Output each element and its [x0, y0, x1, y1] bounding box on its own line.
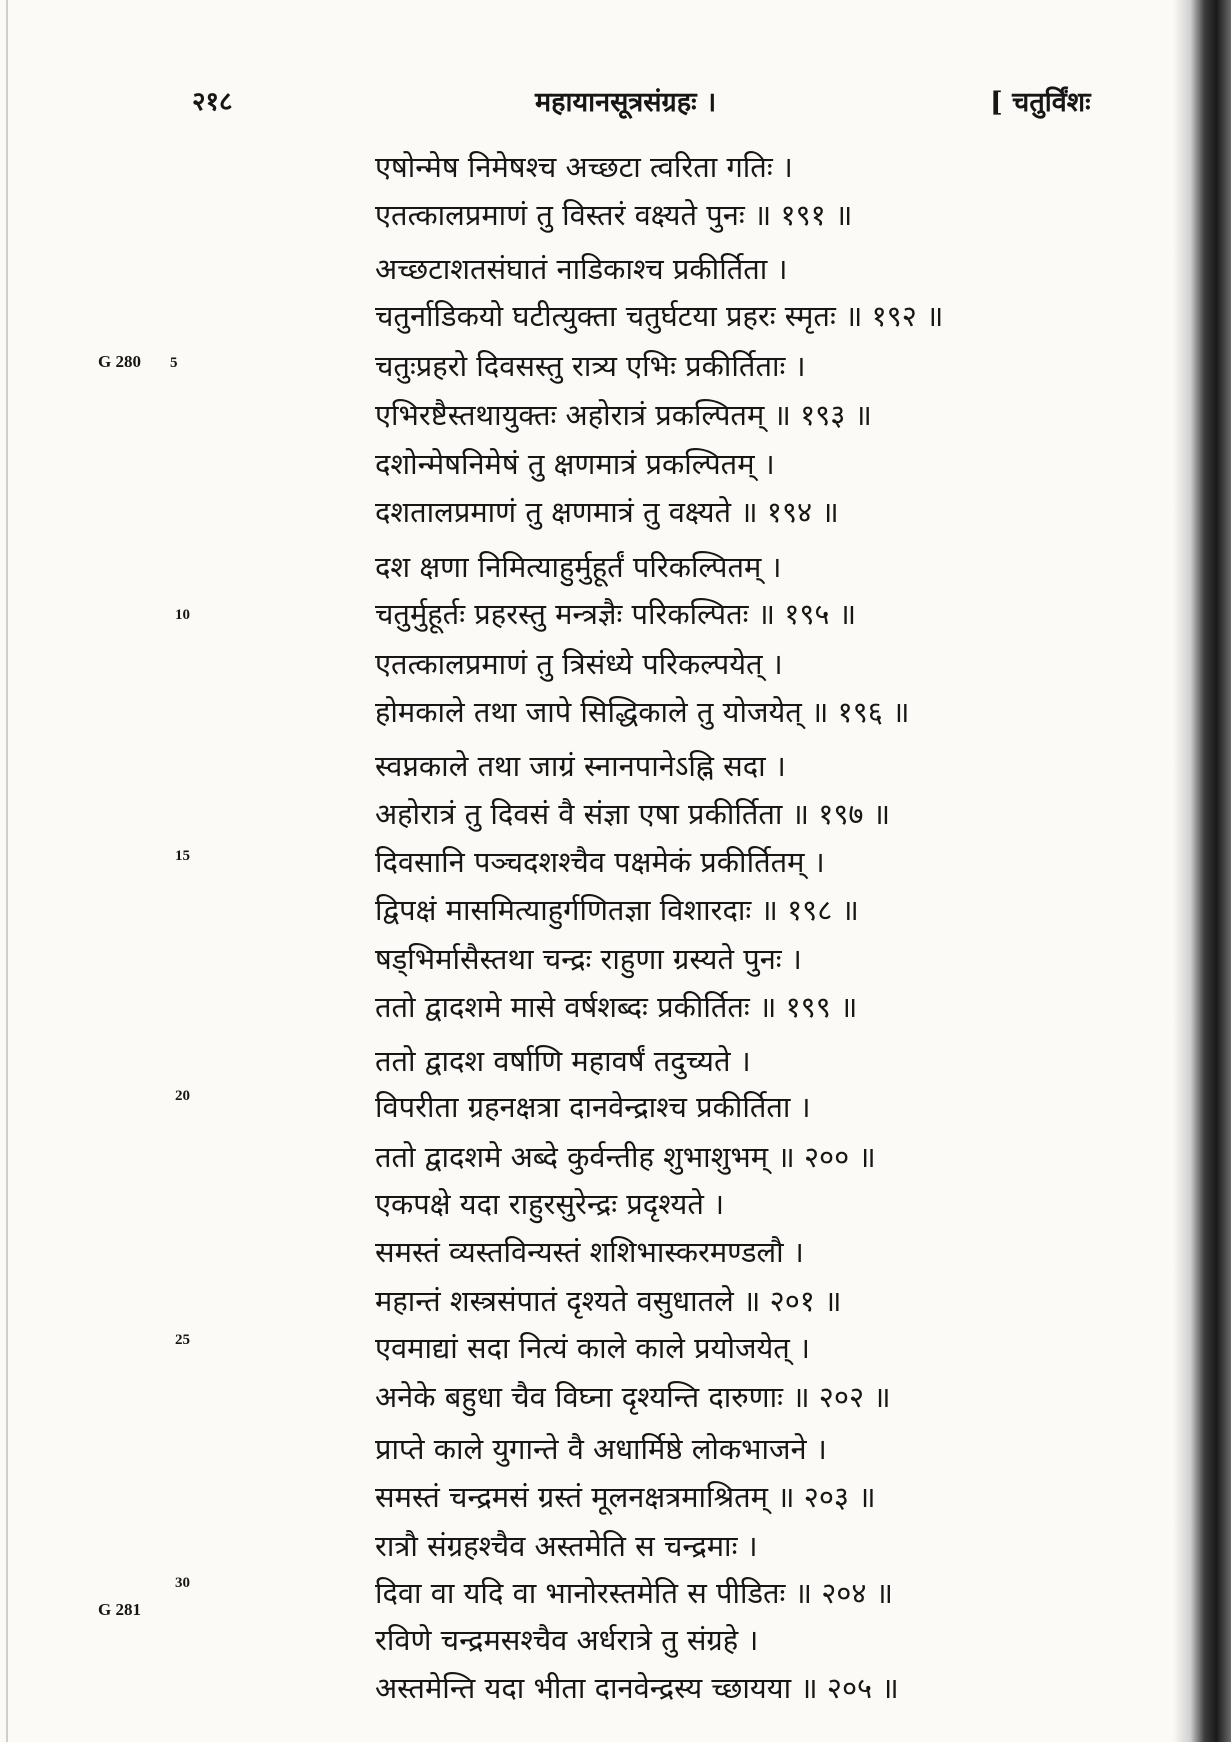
verse-line: दिवसानि पञ्चदशश्चैव पक्षमेकं प्रकीर्तितम् । — [375, 845, 825, 879]
verse-line: द्विपक्षं मासमित्याहुर्गणितज्ञा विशारदाः ॥ १९८ ॥ — [375, 893, 859, 927]
verse-line: दशतालप्रमाणं तु क्षणमात्रं तु वक्ष्यते ॥ १९४ ॥ — [375, 495, 839, 529]
section-label: [ चतुर्विंशः — [990, 87, 1091, 118]
page-header — [0, 82, 1231, 122]
verse-line: होमकाले तथा जापे सिद्धिकाले तु योजयेत् ॥ १९६ ॥ — [375, 695, 910, 729]
running-title: महायानसूत्रसंग्रहः । — [535, 87, 717, 118]
verse-line: चतुर्मुहूर्तः प्रहरस्तु मन्त्रज्ञैः परिकल्पितः ॥ १९५ ॥ — [375, 597, 857, 631]
verse-line: एकपक्षे यदा राहुरसुरेन्द्रः प्रदृश्यते । — [375, 1187, 725, 1221]
verse-line: अच्छटाशतसंघातं नाडिकाश्च प्रकीर्तिता । — [375, 252, 788, 286]
verse-line: प्राप्ते काले युगान्ते वै अधार्मिष्ठे लोकभाजने । — [375, 1432, 827, 1466]
page-left-edge — [6, 0, 8, 1742]
page-number: २१८ — [192, 87, 233, 117]
verse-line: एतत्कालप्रमाणं तु त्रिसंध्ये परिकल्पयेत् । — [375, 647, 783, 681]
verse-line: ततो द्वादश वर्षाणि महावर्षं तदुच्यते । — [375, 1044, 751, 1078]
verse-line: रविणे चन्द्रमसश्चैव अर्धरात्रे तु संग्रहे । — [375, 1623, 759, 1657]
verse-line: समस्तं चन्द्रमसं ग्रस्तं मूलनक्षत्रमाश्रितम् ॥ २०३ ॥ — [375, 1480, 876, 1514]
line-number-15: 15 — [175, 848, 190, 864]
verse-line: षड्भिर्मासैस्तथा चन्द्रः राहुणा ग्रस्यते पुनः । — [375, 942, 802, 976]
verse-line: एषोन्मेष निमेषश्च अच्छटा त्वरिता गतिः । — [375, 150, 793, 184]
verse-line: एतत्कालप्रमाणं तु विस्तरं वक्ष्यते पुनः ॥ १९१ ॥ — [375, 198, 853, 232]
verse-line: रात्रौ संग्रहश्चैव अस्तमेति स चन्द्रमाः । — [375, 1529, 758, 1563]
line-number-5: 5 — [170, 355, 178, 371]
margin-ref-g280: G 280 — [98, 352, 141, 371]
line-number-10: 10 — [175, 607, 190, 623]
verse-line: अस्तमेन्ति यदा भीता दानवेन्द्रस्य च्छायया ॥ २०५ ॥ — [375, 1671, 899, 1705]
verse-line: अहोरात्रं तु दिवसं वै संज्ञा एषा प्रकीर्तिता ॥ १९७ ॥ — [375, 797, 891, 831]
line-number-25: 25 — [175, 1332, 190, 1348]
verse-line: दिवा वा यदि वा भानोरस्तमेति स पीडितः ॥ २०४ ॥ — [375, 1576, 894, 1610]
verse-line: ततो द्वादशमे मासे वर्षशब्दः प्रकीर्तितः ॥ १९९ ॥ — [375, 990, 858, 1024]
verse-line: दशोन्मेषनिमेषं तु क्षणमात्रं प्रकल्पितम् । — [375, 447, 775, 481]
verse-line: ततो द्वादशमे अब्दे कुर्वन्तीह शुभाशुभम् ॥ २०० ॥ — [375, 1140, 876, 1174]
verse-line: महान्तं शस्त्रसंपातं दृश्यते वसुधातले ॥ २०१ ॥ — [375, 1284, 842, 1318]
verse-line: विपरीता ग्रहनक्षत्रा दानवेन्द्राश्च प्रकीर्तिता । — [375, 1090, 811, 1124]
verse-line: चतुर्नाडिकयो घटीत्युक्ता चतुर्घटया प्रहरः स्मृतः ॥ १९२ ॥ — [375, 299, 944, 333]
verse-line: एवमाद्यां सदा नित्यं काले काले प्रयोजयेत् । — [375, 1331, 811, 1365]
verse-line: अनेके बहुधा चैव विघ्ना दृश्यन्ति दारुणाः ॥ २०२ ॥ — [375, 1380, 891, 1414]
line-number-30: 30 — [175, 1575, 190, 1591]
line-number-20: 20 — [175, 1088, 190, 1104]
page-binding-shadow — [1173, 0, 1231, 1742]
margin-ref-g281: G 281 — [98, 1600, 141, 1619]
verse-line: स्वप्नकाले तथा जाग्रं स्नानपानेऽह्नि सदा । — [375, 749, 786, 783]
verse-line: चतुःप्रहरो दिवसस्तु रात्र्य एभिः प्रकीर्तिताः । — [375, 349, 806, 383]
verse-line: समस्तं व्यस्तविन्यस्तं शशिभास्करमण्डलौ । — [375, 1235, 804, 1269]
verse-line: दश क्षणा निमित्याहुर्मुहूर्तं परिकल्पितम् । — [375, 550, 782, 584]
verse-line: एभिरष्टैस्तथायुक्तः अहोरात्रं प्रकल्पितम् ॥ १९३ ॥ — [375, 398, 872, 432]
